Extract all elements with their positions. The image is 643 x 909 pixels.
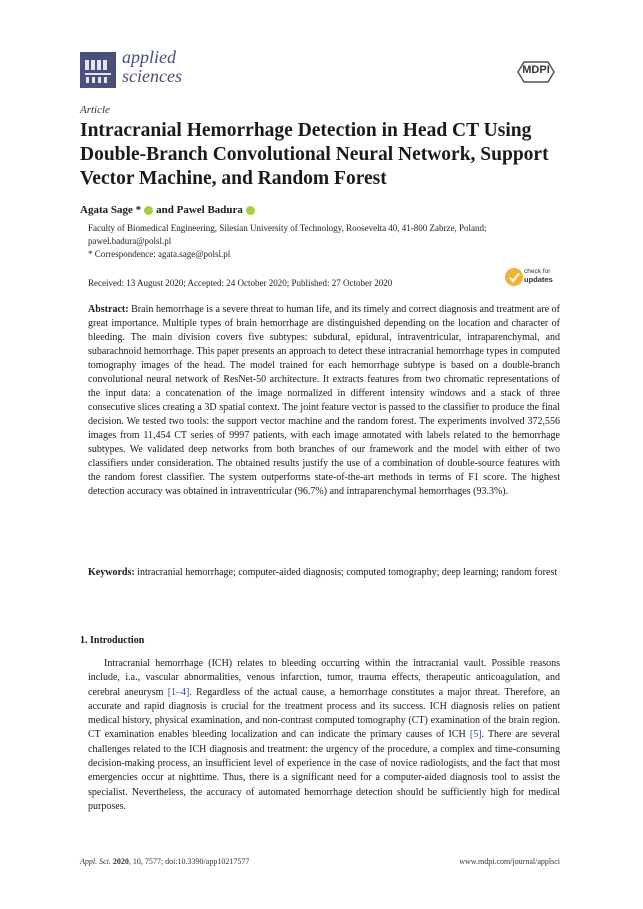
affiliation: Faculty of Biomedical Engineering, Silesian University of Technology, Roosevelta 40, 41-800 Zabrze, Poland; pawel.badura@polsl.pl xyxy=(88,223,487,246)
footer-doi: , 10, 7577; doi:10.3390/app10217577 xyxy=(128,857,250,866)
intro-text: Intracranial hemorrhage (ICH) relates to bleeding occurring within the intracranial vault. Possible reasons include, i.a., vascular abnormalities, venous infarction, tumor, trauma effects, therapeutic anticoagulation, and cerebral aneurysm xyxy=(88,658,560,698)
publication-dates: Received: 13 August 2020; Accepted: 24 October 2020; Published: 27 October 2020 xyxy=(88,278,393,288)
updates-line1: check for xyxy=(524,268,551,275)
author-list xyxy=(80,204,255,216)
journal-name-line2: sciences xyxy=(122,66,182,86)
keywords-text: intracranial hemorrhage; computer-aided diagnosis; computed tomography; deep learning; random forest xyxy=(137,567,558,578)
section-heading: 1. Introduction xyxy=(80,635,145,646)
intro-text: . Regardless of the actual cause, a hemorrhage constitutes a major threat. Therefore, an accurate and rapid diagnosis is crucial for the treatment process and its success. ICH diagnosis relies on patient medical history, physical examination, and non-contrast computed tomography (CT) examination of the brain region. CT examination enables bleeding localization and can indicate the primary causes of ICH xyxy=(88,686,560,741)
introduction-paragraph xyxy=(88,657,560,814)
orcid-icon[interactable] xyxy=(144,206,153,215)
intro-text: . There are several challenges related to the ICH diagnosis and treatment: the urgency of the procedure, a complex and time-consuming decision-making process, an insufficient level of experience in the case of novice radiologists, and the fact that most emergencies occur at nighttime. Thus, there is a significant need for a computer-aided diagnosis tool to assist the specialist. Nevertheless, the accuracy of automated hemorrhage detection should be sufficiently high for medical purposes. xyxy=(88,729,560,812)
citation-link[interactable]: [5] xyxy=(469,729,482,741)
affiliation-block xyxy=(88,222,568,261)
abstract xyxy=(88,303,560,499)
footer-website[interactable]: www.mdpi.com/journal/applsci xyxy=(459,857,560,866)
journal-name-line1: applied xyxy=(122,47,176,67)
citation-link[interactable]: [1–4] xyxy=(167,686,190,698)
updates-line2: updates xyxy=(524,275,553,284)
journal-name xyxy=(122,48,182,86)
correspondence: * Correspondence: agata.sage@polsl.pl xyxy=(88,249,231,259)
check-for-updates-label[interactable] xyxy=(524,268,553,285)
author-name: Agata Sage * xyxy=(80,204,142,216)
abstract-text: Brain hemorrhage is a severe threat to human life, and its timely and correct diagnosis and treatment are of great importance. Multiple types of brain hemorrhage are distinguished depending on the location and character of bleeding. The main division covers five subtypes: subdural, epidural, intraventricular, intraparenchymal, and subarachnoid hemorrhage. This paper presents an approach to detect these intracranial hemorrhage types in computed tomography images of the head. The model trained for each hemorrhage subtype is based on a double-branch convolutional neural network of ResNet-50 architecture. It extracts features from two chromatic representations of the input data: a concatenation of the image normalized in different intensity windows and a stack of three consecutive slices creating a 3D spatial context. The joint feature vector is passed to the classifier to produce the final decision. We tested two tools: the support vector machine and the random forest. The experiments involved 372,556 images from 11,454 CT series of 9997 patients, with each image annotated with labels related to the hemorrhage subtypes. We validated deep networks from both branches of our framework and the model with either of two classifiers under consideration. The obtained results justify the use of a combination of double-source features with the random forest classifier. The system outperforms state-of-the-art methods in terms of F1 score. The highest detection accuracy was obtained in intraventricular (96.7%) and intraparenchymal hemorrhages (93.3%). xyxy=(88,304,561,497)
footer-citation xyxy=(80,857,249,866)
keywords xyxy=(88,566,560,580)
paper-title: Intracranial Hemorrhage Detection in Head CT Using Double-Branch Convolutional Neural Network, Support Vector Machine, and Random Forest xyxy=(80,120,549,189)
footer-journal: Appl. Sci. xyxy=(80,857,111,866)
author-name: and Pawel Badura xyxy=(156,204,243,216)
orcid-icon[interactable] xyxy=(246,206,255,215)
abstract-label: Abstract: xyxy=(88,304,129,315)
publisher-name: MDPI xyxy=(522,64,550,76)
footer-year: 2020 xyxy=(112,857,129,866)
journal-logo-icon xyxy=(80,52,116,88)
keywords-label: Keywords: xyxy=(88,567,135,578)
article-type: Article xyxy=(80,104,110,116)
